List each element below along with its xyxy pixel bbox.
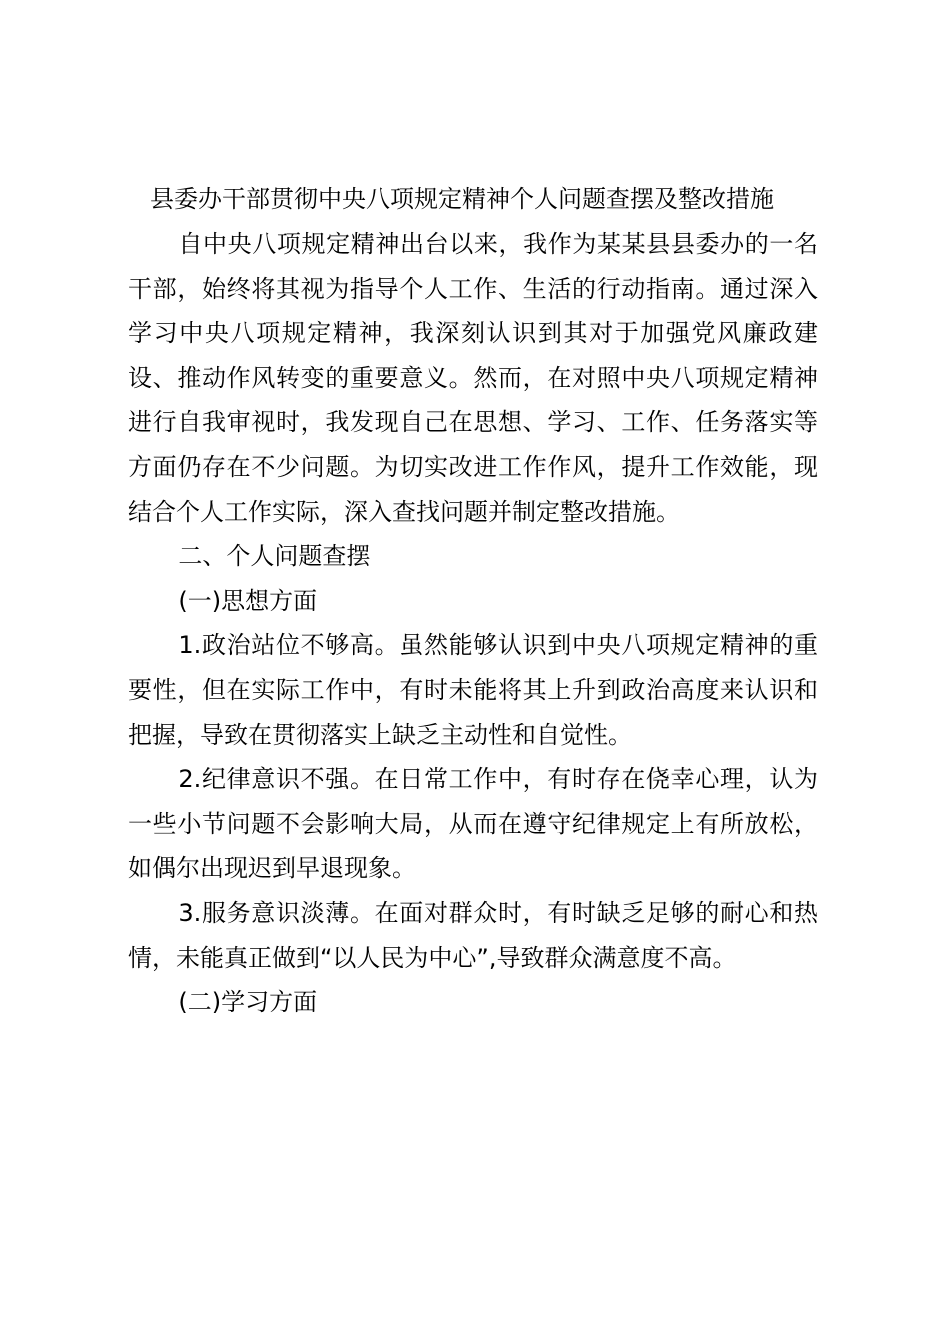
- problem-item-3: 3.服务意识淡薄。在面对群众时，有时缺乏足够的耐心和热情，未能真正做到“以人民为中心”,导致群众满意度不高。: [128, 898, 818, 972]
- problem-item-1: 1.政治站位不够高。虽然能够认识到中央八项规定精神的重要性，但在实际工作中，有时未能将其上升到政治高度来认识和把握，导致在贯彻落实上缺乏主动性和自觉性。: [128, 631, 818, 749]
- subsection-heading-thought: (一)思想方面: [178, 586, 318, 615]
- section-heading: 二、个人问题查摆: [178, 542, 371, 571]
- intro-paragraph: 自中央八项规定精神出台以来，我作为某某县县委办的一名干部，始终将其视为指导个人工作、生活的行动指南。通过深入学习中央八项规定精神，我深刻认识到其对于加强党风廉政建设、推动作风转变的重要意义。然而，在对照中央八项规定精神进行自我审视时，我发现自己在思想、学习、工作、任务落实等方面仍存在不少问题。为切实改进工作作风，提升工作效能，现结合个人工作实际，深入查找问题并制定整改措施。: [128, 230, 818, 526]
- problem-item-2: 2.纪律意识不强。在日常工作中，有时存在侥幸心理，认为一些小节问题不会影响大局，从而在遵守纪律规定上有所放松，如偶尔出现迟到早退现象。: [128, 765, 818, 883]
- subsection-heading-study: (二)学习方面: [178, 988, 318, 1017]
- document-body: [128, 222, 818, 1025]
- document-title: 县委办干部贯彻中央八项规定精神个人问题查摆及整改措施: [150, 185, 774, 213]
